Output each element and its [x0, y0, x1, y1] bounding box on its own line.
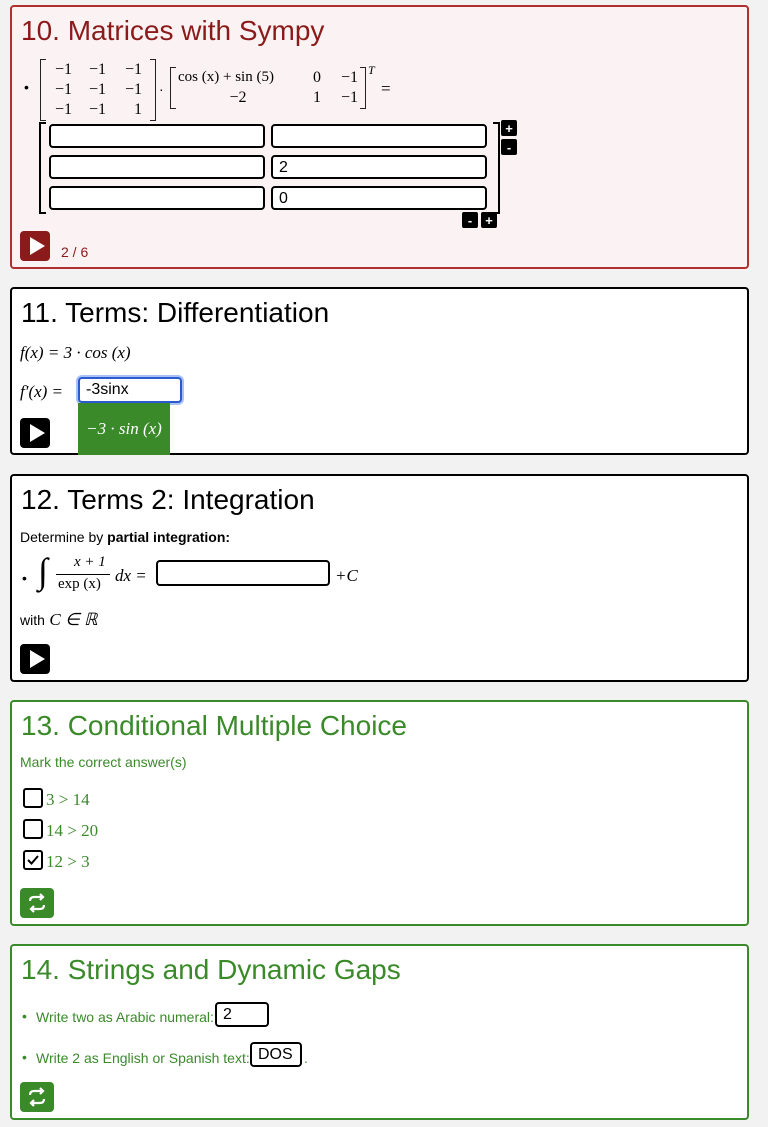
- checkmark-icon: [25, 852, 41, 868]
- refresh-icon: [26, 1087, 48, 1107]
- matrix-b-cell: cos (x) + sin (5): [178, 69, 274, 85]
- fraction-bar: [56, 574, 110, 575]
- matrix-b: [170, 67, 366, 109]
- matrix-a-cell: −1: [124, 61, 142, 78]
- remove-column-button[interactable]: -: [462, 212, 478, 228]
- with-text: with: [20, 612, 45, 628]
- task-11-card: [10, 287, 749, 455]
- bullet: •: [22, 570, 27, 586]
- function-definition: f(x) = 3 · cos (x): [20, 343, 131, 362]
- matrix-b-cell: −1: [340, 89, 358, 106]
- matrix-b-cell: −2: [229, 89, 247, 106]
- dot-operator: ·: [159, 81, 164, 97]
- math-preview-text: −3 · sin (x): [86, 419, 162, 438]
- add-row-button[interactable]: +: [501, 120, 517, 136]
- instruction: Mark the correct answer(s): [20, 754, 187, 770]
- task-14-card: [10, 944, 749, 1120]
- matrix-a-cell: −1: [88, 61, 106, 78]
- question-2-end: .: [304, 1050, 308, 1066]
- constant-c: +C: [335, 566, 358, 585]
- task-13-title: 13. Conditional Multiple Choice: [21, 710, 407, 741]
- matrix-a-cell: −1: [88, 101, 106, 118]
- matrix-a-cell: 1: [134, 101, 142, 118]
- matrix-a-cell: −1: [124, 81, 142, 98]
- task-13-card: [10, 700, 749, 926]
- option-label: 12 > 3: [46, 852, 90, 871]
- option-label: 14 > 20: [46, 821, 99, 840]
- answer-1-input[interactable]: 2: [215, 1002, 269, 1027]
- with-constant: [20, 610, 97, 630]
- task-14-title: 14. Strings and Dynamic Gaps: [21, 954, 401, 985]
- checkbox-option-1[interactable]: [23, 788, 43, 808]
- equals-sign: =: [381, 79, 391, 98]
- matrix-input-r3c1[interactable]: [49, 186, 265, 210]
- matrix-input-r2c2[interactable]: 2: [271, 155, 487, 179]
- retry-button[interactable]: [20, 888, 54, 918]
- matrix-b-cell: 0: [313, 69, 321, 86]
- matrix-input-r3c2[interactable]: 0: [271, 186, 487, 210]
- derivative-label: f′(x) =: [20, 382, 64, 401]
- task-12-card: [10, 474, 749, 682]
- play-button[interactable]: [20, 231, 50, 261]
- answer-2-input[interactable]: DOS: [250, 1042, 302, 1067]
- matrix-input-r2c1[interactable]: [49, 155, 265, 179]
- constant-definition: C ∈ ℝ: [49, 610, 98, 629]
- integral-sign: ∫: [38, 551, 48, 591]
- play-button[interactable]: [20, 644, 50, 674]
- answer-matrix-right-bracket: [493, 122, 500, 214]
- fraction-denominator: exp (x): [58, 576, 101, 592]
- dx-label: dx =: [115, 566, 147, 585]
- instruction: [20, 529, 230, 545]
- task-11-title: 11. Terms: Differentiation: [21, 297, 330, 328]
- task-10-card: [10, 5, 749, 269]
- matrix-input-r1c1[interactable]: [49, 124, 265, 148]
- matrix-a-cell: −1: [54, 101, 72, 118]
- add-column-button[interactable]: +: [481, 212, 497, 228]
- matrix-a: [40, 59, 156, 121]
- checkbox-option-2[interactable]: [23, 819, 43, 839]
- bullet: •: [22, 1049, 27, 1065]
- remove-row-button[interactable]: -: [501, 139, 517, 155]
- bullet: •: [22, 1008, 27, 1024]
- fraction-numerator: x + 1: [74, 554, 106, 570]
- matrix-a-cell: −1: [54, 61, 72, 78]
- instruction-prefix: Determine by: [20, 529, 104, 545]
- matrix-b-cell: −1: [340, 69, 358, 86]
- play-button[interactable]: [20, 418, 50, 448]
- derivative-input[interactable]: -3sinx: [78, 377, 182, 403]
- checkbox-option-3[interactable]: [23, 850, 43, 870]
- task-12-title: 12. Terms 2: Integration: [21, 484, 315, 515]
- matrix-input-r1c2[interactable]: [271, 124, 487, 148]
- matrix-a-cell: −1: [54, 81, 72, 98]
- question-1: Write two as Arabic numeral:: [36, 1009, 214, 1025]
- bullet: •: [24, 79, 29, 95]
- refresh-icon: [26, 893, 48, 913]
- question-2: Write 2 as English or Spanish text:: [36, 1050, 250, 1066]
- answer-matrix-left-bracket: [39, 122, 46, 214]
- matrix-a-cell: −1: [88, 81, 106, 98]
- instruction-bold: partial integration:: [107, 529, 231, 545]
- task-10-title: 10. Matrices with Sympy: [21, 15, 325, 46]
- retry-button[interactable]: [20, 1082, 54, 1112]
- progress-counter: 2 / 6: [61, 244, 89, 260]
- integral-input[interactable]: [156, 560, 330, 586]
- transpose-symbol: T: [368, 63, 375, 77]
- option-label: 3 > 14: [46, 790, 90, 809]
- matrix-b-cell: 1: [313, 89, 321, 106]
- math-preview: [78, 403, 170, 455]
